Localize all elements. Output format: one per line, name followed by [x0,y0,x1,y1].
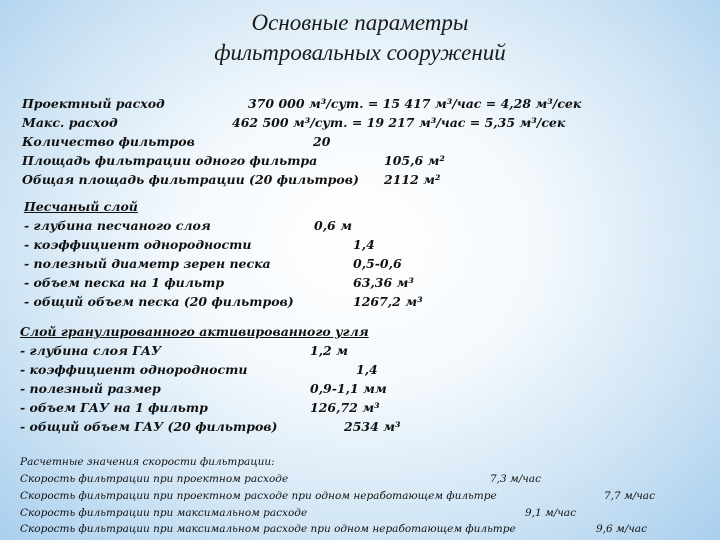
speed-value-1: 7,3 м/час [490,473,541,485]
page-title-line1: Основные параметры [251,10,469,35]
gac-label-4: - объем ГАУ на 1 фильтр [20,400,208,415]
speed-value-3: 9,1 м/час [525,507,576,519]
general-value-1: 370 000 м³/сут. = 15 417 м³/час = 4,28 м³/сек [248,96,582,111]
sand-value-1: 0,6 м [314,218,352,233]
sand-value-2: 1,4 [353,237,375,252]
gac-value-5: 2534 м³ [344,419,401,434]
sand-heading: Песчаный слой [24,199,138,214]
gac-label-3: - полезный размер [20,381,161,396]
speeds-heading: Расчетные значения скорости фильтрации: [20,456,275,468]
sand-label-3: - полезный диаметр зерен песка [24,256,271,271]
gac-value-2: 1,4 [356,362,378,377]
speed-value-4: 9,6 м/час [596,523,647,535]
general-value-5: 2112 м² [384,172,441,187]
general-label-2: Макс. расход [22,115,118,130]
general-value-4: 105,6 м² [384,153,445,168]
gac-heading: Слой гранулированного активированного угля [20,324,369,339]
general-label-1: Проектный расход [22,96,165,111]
sand-label-2: - коэффициент однородности [24,237,252,252]
general-label-4: Площадь фильтрации одного фильтра [22,153,318,168]
sand-label-4: - объем песка на 1 фильтр [24,275,225,290]
sand-label-1: - глубина песчаного слоя [24,218,211,233]
general-value-2: 462 500 м³/сут. = 19 217 м³/час = 5,35 м³/сек [232,115,566,130]
speed-label-2: Скорость фильтрации при проектном расходе при одном неработающем фильтре [20,490,497,502]
general-value-3: 20 [313,134,331,149]
speed-value-2: 7,7 м/час [604,490,655,502]
gac-label-1: - глубина слоя ГАУ [20,343,162,358]
sand-value-5: 1267,2 м³ [353,294,423,309]
page-title-line2: фильтровальных сооружений [214,40,506,65]
general-label-3: Количество фильтров [22,134,195,149]
gac-value-3: 0,9-1,1 мм [310,381,387,396]
gac-label-2: - коэффициент однородности [20,362,248,377]
sand-value-3: 0,5-0,6 [353,256,402,271]
general-label-5: Общая площадь фильтрации (20 фильтров) [22,172,359,187]
speed-label-1: Скорость фильтрации при проектном расходе [20,473,289,485]
speed-label-3: Скорость фильтрации при максимальном расходе [20,507,308,519]
gac-value-4: 126,72 м³ [310,400,380,415]
sand-label-5: - общий объем песка (20 фильтров) [24,294,294,309]
gac-label-5: - общий объем ГАУ (20 фильтров) [20,419,278,434]
sand-value-4: 63,36 м³ [353,275,414,290]
gac-value-1: 1,2 м [310,343,348,358]
speed-label-4: Скорость фильтрации при максимальном расходе при одном неработающем фильтре [20,523,516,535]
